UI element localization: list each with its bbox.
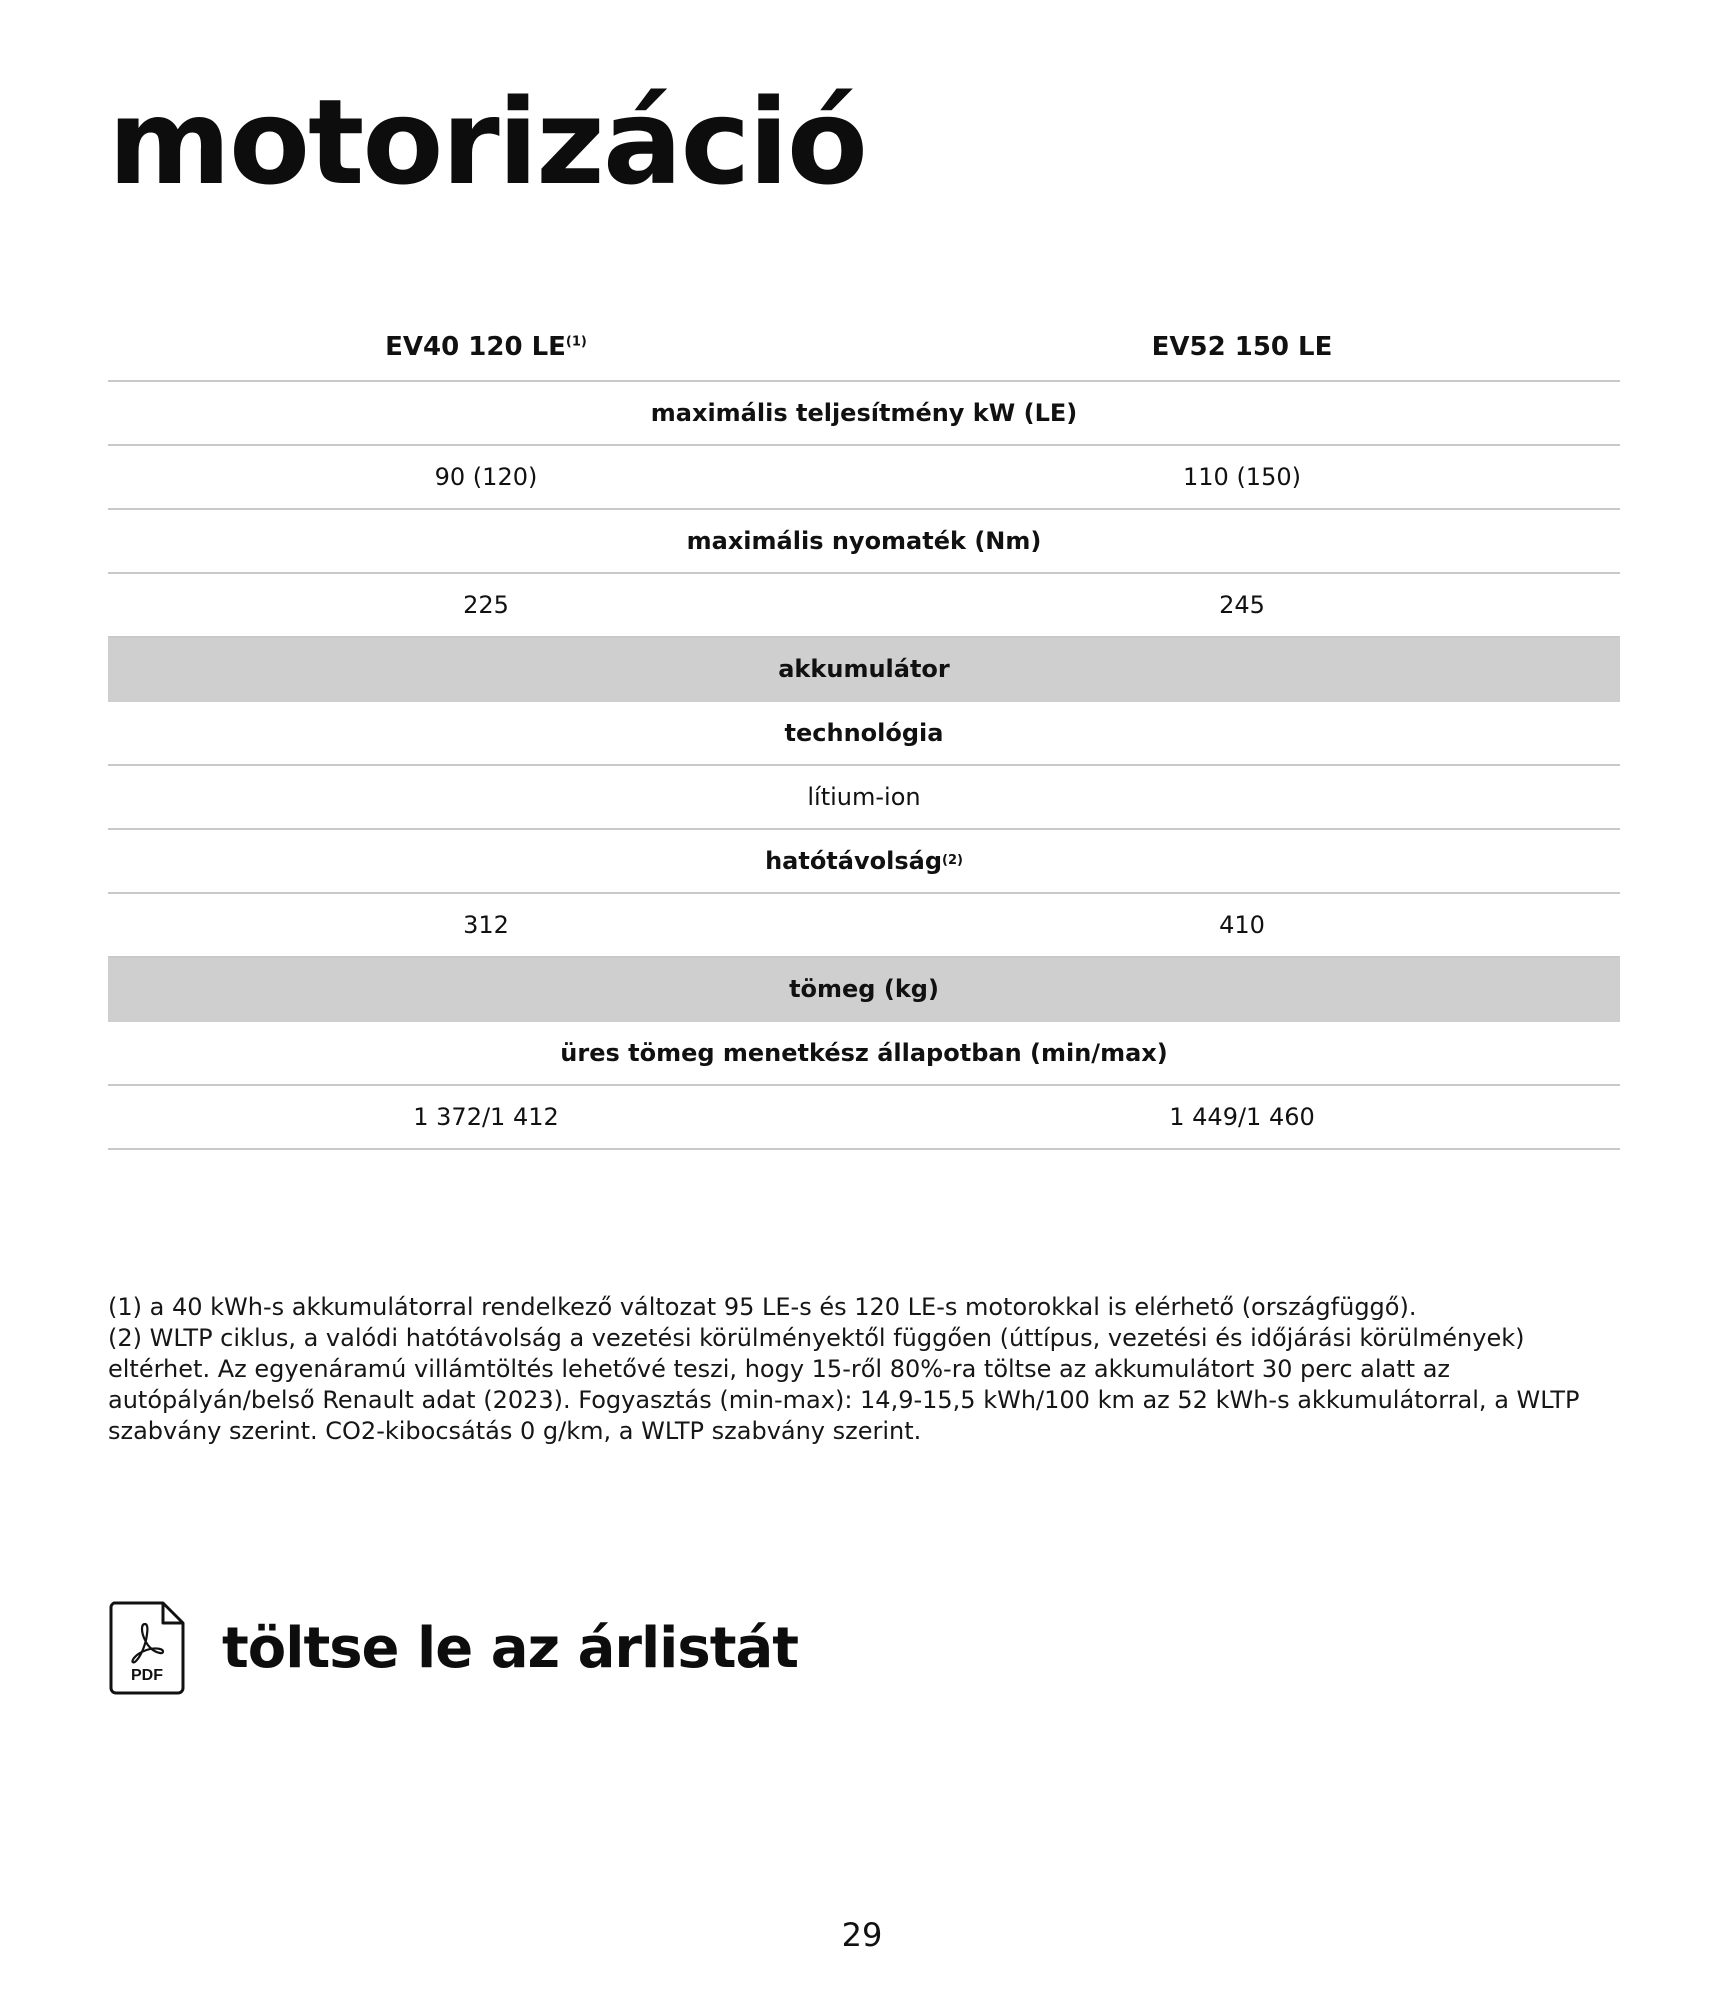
power-ev40: 90 (120) [434, 463, 538, 491]
range-ev52: 410 [1219, 911, 1265, 939]
band-heading-battery: akkumulátor [108, 638, 1620, 702]
table-row-range [108, 894, 1620, 958]
mass-ev52: 1 449/1 460 [1169, 1103, 1315, 1131]
column-header-ev52-label: EV52 150 LE [1151, 332, 1333, 362]
column-header-ev40 [108, 332, 864, 362]
footnote-2: (2) WLTP ciklus, a valódi hatótávolság a vezetési körülményektől függően (úttípus, vezetési és időjárási körülmények) eltérhet. Az egyenáramú villámtöltés lehetővé teszi, hogy 15-ről 80%-ra töltse az akkumulátort 30 perc alatt az autópályán/belső Renault adat (2023). Fogyasztás (min-max): 14,9-15,5 kWh/100 km az 52 kWh-s akkumulátorral, a WLTP szabvány szerint. CO2-kibocsátás 0 g/km, a WLTP szabvány szerint. [108, 1324, 1580, 1445]
section-heading-technology: technológia [108, 702, 1620, 766]
column-header-ev40-label: EV40 120 LE [385, 332, 566, 362]
pdf-file-icon [108, 1600, 186, 1696]
footnotes [108, 1292, 1628, 1447]
footnote-ref-1: (1) [565, 334, 587, 350]
range-ev40: 312 [463, 911, 509, 939]
page-title: motorizáció [108, 73, 866, 211]
footnote-1: (1) a 40 kWh-s akkumulátorral rendelkező változat 95 LE-s és 120 LE-s motorokkal is elérhető (országfüggő). [108, 1293, 1417, 1321]
engine-spec-table [108, 314, 1620, 1150]
range-heading-label: hatótávolság [765, 847, 942, 875]
section-heading-torque: maximális nyomaték (Nm) [108, 510, 1620, 574]
section-heading-kerb-mass: üres tömeg menetkész állapotban (min/max) [108, 1022, 1620, 1086]
page-number: 29 [841, 1916, 883, 1954]
section-heading-range: hatótávolság (2) [108, 830, 1620, 894]
table-header [108, 314, 1620, 382]
table-row-mass [108, 1086, 1620, 1150]
torque-ev52: 245 [1219, 591, 1265, 619]
download-label: töltse le az árlistát [222, 1615, 799, 1681]
download-price-list-link[interactable] [108, 1600, 798, 1696]
section-heading-power: maximális teljesítmény kW (LE) [108, 382, 1620, 446]
power-ev52: 110 (150) [1183, 463, 1301, 491]
technology-value: lítium-ion [108, 766, 1620, 830]
band-heading-mass: tömeg (kg) [108, 958, 1620, 1022]
table-row-power [108, 446, 1620, 510]
torque-ev40: 225 [463, 591, 509, 619]
mass-ev40: 1 372/1 412 [413, 1103, 559, 1131]
table-row-torque [108, 574, 1620, 638]
column-header-ev52 [864, 332, 1620, 362]
pdf-icon-label: PDF [131, 1667, 163, 1684]
